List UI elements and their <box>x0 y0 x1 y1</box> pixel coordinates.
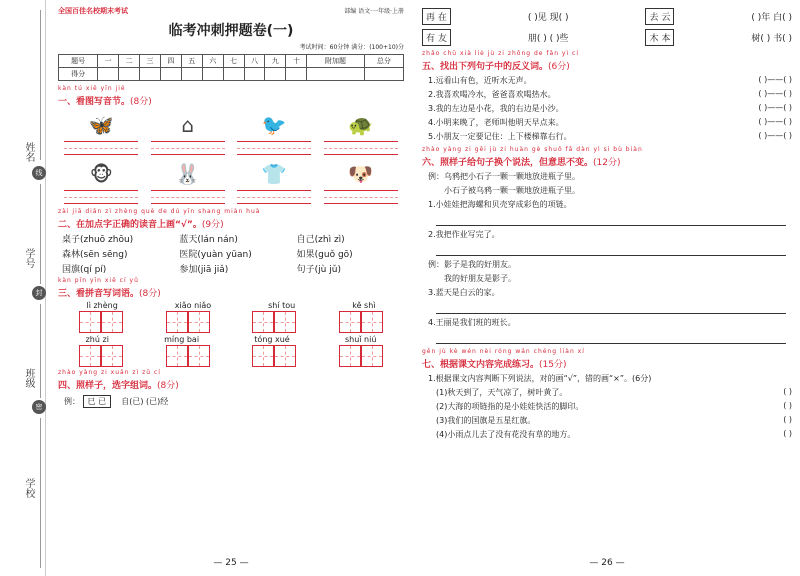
page-number-right: — 26 — <box>589 558 625 568</box>
picture-row-2 <box>58 159 404 205</box>
true-false-item <box>436 429 792 440</box>
antonym-item <box>428 103 792 114</box>
tian-grid-box[interactable] <box>361 311 383 333</box>
s6-example-1-answer: 小石子被乌鸦一颗一颗地放进瓶子里。 <box>444 186 580 195</box>
score-header-cell: 附加题 <box>307 55 365 68</box>
true-false-item <box>436 415 792 426</box>
tian-grid-pair <box>79 311 123 333</box>
s1-pinyin: kàn tú xiě yīn jié <box>58 85 126 92</box>
tian-grid-box[interactable] <box>166 311 188 333</box>
antonym-blank[interactable]: ( )——( ) <box>758 75 792 84</box>
choice-blanks[interactable]: 树( ) 书( ) <box>751 34 792 44</box>
school-label: 学校 <box>23 478 34 498</box>
seal-mark-xian: 线 <box>32 166 46 180</box>
antonym-item <box>428 89 792 100</box>
antonym-item <box>428 117 792 128</box>
reading-choice-item[interactable]: 桌子(zhuō zhōu) <box>62 235 134 245</box>
writing-lines[interactable] <box>324 190 398 204</box>
antonym-item <box>428 131 792 142</box>
reading-choice-item[interactable]: 参加(jiā jiǎ) <box>179 265 229 275</box>
tian-grid-box[interactable] <box>79 345 101 367</box>
word-choice-row-1 <box>422 8 792 25</box>
student-id-label: 学号 <box>23 248 34 268</box>
score-value-row <box>59 68 404 81</box>
choice-chars-box: 再 在 <box>422 8 451 25</box>
bird-icon: 🐦 <box>261 113 287 137</box>
butterfly-icon: 🦋 <box>88 113 114 137</box>
picture-cell <box>324 159 398 205</box>
picture-cell <box>237 110 311 156</box>
score-cell[interactable] <box>244 68 265 81</box>
section-6-title: 六、照样子给句子换个说法，但意思不变。(12分) <box>422 158 621 168</box>
score-header-cell: 八 <box>244 55 265 68</box>
seal-line <box>40 418 41 568</box>
section-4-title: 四、照样子，选字组词。(8分) <box>58 381 179 391</box>
writing-lines[interactable] <box>237 190 311 204</box>
tian-grid-row <box>58 311 404 333</box>
s4-example: 例： 巳 已 自(已) (已)经 <box>64 397 169 406</box>
exam-title: 临考冲刺押题卷(一) <box>168 23 294 39</box>
tian-grid-box[interactable] <box>274 311 296 333</box>
tian-grid-pair <box>339 311 383 333</box>
antonym-sentence: 5.小朋友一定要记住：上下楼梯靠右行。 <box>428 132 572 141</box>
exam-info: 考试时间：60分钟 满分：(100+10)分 <box>299 44 404 51</box>
tian-grid-box[interactable] <box>188 311 210 333</box>
word-choice-row-2 <box>422 29 792 46</box>
seal-line <box>40 10 41 160</box>
true-false-statement: (2)大海的项链指的是小娃娃快活的脚印。 <box>436 402 584 411</box>
answer-line[interactable] <box>436 212 786 226</box>
pinyin-prompt: shí tou <box>268 301 296 310</box>
tian-grid-pair <box>252 311 296 333</box>
exam-banner: 全国百佳名校期末考试 <box>58 7 128 15</box>
tian-grid-box[interactable] <box>252 311 274 333</box>
reading-choice-item[interactable]: 如果(guǒ gō) <box>296 250 353 260</box>
choice-chars-box: 有 友 <box>422 29 451 46</box>
binding-strip <box>0 0 46 576</box>
score-cell: 得分 <box>59 68 98 81</box>
tian-grid-pair <box>79 345 123 367</box>
score-cell[interactable] <box>181 68 202 81</box>
tian-grid-box[interactable] <box>252 345 274 367</box>
reading-choice-item[interactable]: 自己(zhì zì) <box>296 235 345 245</box>
tian-grid-box[interactable] <box>188 345 210 367</box>
s7-pinyin: gēn jù kè wén nèi róng wán chéng liàn xí <box>422 348 585 355</box>
house-icon: ⌂ <box>181 113 195 137</box>
seal-mark-feng: 封 <box>32 286 46 300</box>
jacket-icon: 👕 <box>261 162 287 186</box>
picture-cell <box>64 159 138 205</box>
tian-grid-pair <box>166 345 210 367</box>
choice-blanks[interactable]: ( )年 白( ) <box>751 13 792 23</box>
seal-line <box>40 184 41 284</box>
antonym-blank[interactable]: ( )——( ) <box>758 89 792 98</box>
section-1-title: 一、看图写音节。(8分) <box>58 97 152 107</box>
antonym-item <box>428 75 792 86</box>
pinyin-prompt: zhú zi <box>85 335 109 344</box>
reading-choice-item[interactable]: 句子(jù jǔ) <box>296 265 341 275</box>
score-header-cell: 题号 <box>59 55 98 68</box>
true-false-blank[interactable]: ( ) <box>783 415 792 424</box>
true-false-statement: (3)我们的国旗是五星红旗。 <box>436 416 536 425</box>
reading-choice-item[interactable]: 国旗(qí pí) <box>62 265 107 275</box>
score-header-row <box>59 55 404 68</box>
picture-cell <box>324 110 398 156</box>
antonym-list <box>422 75 792 142</box>
page-left <box>58 0 404 576</box>
writing-lines[interactable] <box>237 141 311 155</box>
tian-grid-box[interactable] <box>361 345 383 367</box>
picture-cell <box>151 159 225 205</box>
score-cell[interactable] <box>364 68 403 81</box>
true-false-item <box>436 387 792 398</box>
antonym-blank[interactable]: ( )——( ) <box>758 103 792 112</box>
tian-grid-pair <box>166 311 210 333</box>
answer-line[interactable] <box>436 300 786 314</box>
name-label: 姓名 <box>23 142 34 162</box>
s6-example-2-answer: 我的好朋友是影子。 <box>444 274 516 283</box>
pinyin-prompt: tóng xué <box>254 335 290 344</box>
section-2-title: 二、在加点字正确的读音上画“√”。(9分) <box>58 220 224 230</box>
subject-meta: 部编 语文·一年级·上册 <box>344 8 404 15</box>
true-false-blank[interactable]: ( ) <box>783 429 792 438</box>
score-header-cell: 九 <box>265 55 286 68</box>
score-cell[interactable] <box>140 68 161 81</box>
tian-grid-box[interactable] <box>274 345 296 367</box>
s6-question-2: 2.我把作业写完了。 <box>428 230 500 239</box>
pinyin-prompt-row <box>58 301 404 310</box>
pinyin-prompt-row <box>58 335 404 344</box>
writing-lines[interactable] <box>64 141 138 155</box>
choice-blanks[interactable]: 朋( ) ( )些 <box>527 34 569 44</box>
score-table <box>58 54 404 81</box>
monkey-icon: 🐵 <box>89 162 113 186</box>
tian-grid-box[interactable] <box>101 345 123 367</box>
picture-cell <box>64 110 138 156</box>
tian-grid-box[interactable] <box>166 345 188 367</box>
true-false-item <box>436 401 792 412</box>
score-header-cell: 六 <box>202 55 223 68</box>
s6-pinyin: zhào yàng zi gěi jù zi huàn gè shuō fǎ dàn yì si bù biàn <box>422 146 643 153</box>
true-false-blank[interactable]: ( ) <box>783 401 792 410</box>
s2-pinyin: zài jiā diǎn zì zhèng què de dú yīn shang miàn huà <box>58 208 261 215</box>
pinyin-prompt: shuǐ niú <box>344 335 377 344</box>
section-3-title: 三、看拼音写词语。(8分) <box>58 289 161 299</box>
seal-line <box>40 304 41 398</box>
antonym-sentence: 1.远看山有色，近听水无声。 <box>428 76 532 85</box>
seal-mark-mi: 密 <box>32 400 46 414</box>
picture-row-1 <box>58 110 404 156</box>
score-cell[interactable] <box>160 68 181 81</box>
true-false-statement: (4)小雨点儿去了没有花没有草的地方。 <box>436 430 576 439</box>
score-header-cell: 四 <box>160 55 181 68</box>
s5-pinyin: zhǎo chū xià liè jù zi zhōng de fǎn yì cí <box>422 50 579 57</box>
true-false-blank[interactable]: ( ) <box>783 387 792 396</box>
score-header-cell: 三 <box>140 55 161 68</box>
tian-grid-row <box>58 345 404 367</box>
writing-lines[interactable] <box>64 190 138 204</box>
true-false-list <box>422 387 792 440</box>
answer-line[interactable] <box>436 330 786 344</box>
picture-cell <box>237 159 311 205</box>
score-cell[interactable] <box>307 68 365 81</box>
s6-question-1: 1.小娃娃把海螺和贝壳穿成彩色的项链。 <box>428 200 572 209</box>
score-header-cell: 二 <box>119 55 140 68</box>
turtle-icon: 🐢 <box>348 113 374 137</box>
s6-example-2: 例：影子是我的好朋友。 <box>428 260 516 269</box>
tian-grid-box[interactable] <box>339 311 361 333</box>
writing-lines[interactable] <box>151 190 225 204</box>
pinyin-prompt: xiǎo niǎo <box>174 301 212 310</box>
section-5-title: 五、找出下列句子中的反义词。(6分) <box>422 62 570 72</box>
antonym-blank[interactable]: ( )——( ) <box>758 131 792 140</box>
score-header-cell: 十 <box>286 55 307 68</box>
score-cell[interactable] <box>202 68 223 81</box>
s7-intro: 1.根据课文内容判断下列说法，对的画“√”，错的画“×”。(6分) <box>428 374 652 383</box>
page-number-left: — 25 — <box>213 558 249 568</box>
pinyin-prompt: míng bai <box>164 335 200 344</box>
s4-pinyin: zhào yàng zi xuǎn zì zǔ cí <box>58 369 161 376</box>
class-label: 班级 <box>23 368 34 388</box>
choice-chars-box: 木 本 <box>645 29 674 46</box>
antonym-sentence: 2.我喜欢喝冷水，爸爸喜欢喝热水。 <box>428 90 556 99</box>
answer-line[interactable] <box>436 242 786 256</box>
tian-grid-box[interactable] <box>101 311 123 333</box>
score-cell[interactable] <box>119 68 140 81</box>
choice-blanks[interactable]: ( )见 现( ) <box>527 13 569 23</box>
score-cell[interactable] <box>98 68 119 81</box>
reading-choice-item[interactable]: 蓝天(lán nán) <box>179 235 238 245</box>
tian-grid-box[interactable] <box>79 311 101 333</box>
pinyin-prompt: kě shì <box>352 301 376 310</box>
s6-question-3: 3.蓝天是白云的家。 <box>428 288 500 297</box>
s6-example-1: 例：乌鸦把小石子一颗一颗地放进瓶子里。 <box>428 172 580 181</box>
picture-cell <box>151 110 225 156</box>
section-7-title: 七、根据课文内容完成练习。(15分) <box>422 360 567 370</box>
antonym-blank[interactable]: ( )——( ) <box>758 117 792 126</box>
writing-lines[interactable] <box>151 141 225 155</box>
score-cell[interactable] <box>223 68 244 81</box>
choice-chars-box: 去 云 <box>645 8 674 25</box>
true-false-statement: (1)秋天到了，天气凉了，树叶黄了。 <box>436 388 568 397</box>
tian-grid-box[interactable] <box>339 345 361 367</box>
score-header-cell: 一 <box>98 55 119 68</box>
writing-lines[interactable] <box>324 141 398 155</box>
score-header-cell: 五 <box>181 55 202 68</box>
rabbit-icon: 🐰 <box>175 162 201 186</box>
score-cell[interactable] <box>286 68 307 81</box>
page-right <box>422 0 792 576</box>
reading-choice-item[interactable]: 医院(yuàn yüan) <box>179 250 252 260</box>
tian-grid-pair <box>339 345 383 367</box>
example-char-box: 巳 已 <box>83 395 112 408</box>
antonym-sentence: 3.我的左边是小花，我的右边是小沙。 <box>428 104 564 113</box>
reading-choice-item[interactable]: 森林(sēn sēng) <box>62 250 128 260</box>
s3-pinyin: kàn pīn yīn xiě cí yǔ <box>58 277 139 284</box>
dog-icon: 🐶 <box>348 162 374 186</box>
score-cell[interactable] <box>265 68 286 81</box>
score-header-cell: 七 <box>223 55 244 68</box>
antonym-sentence: 4.小明来晚了，老师叫他明天早点来。 <box>428 118 564 127</box>
s6-question-4: 4.王丽是我们班的班长。 <box>428 318 516 327</box>
tian-grid-pair <box>252 345 296 367</box>
reading-choice-grid <box>62 232 404 275</box>
score-header-cell: 总分 <box>364 55 403 68</box>
pinyin-prompt: lì zhèng <box>86 301 118 310</box>
